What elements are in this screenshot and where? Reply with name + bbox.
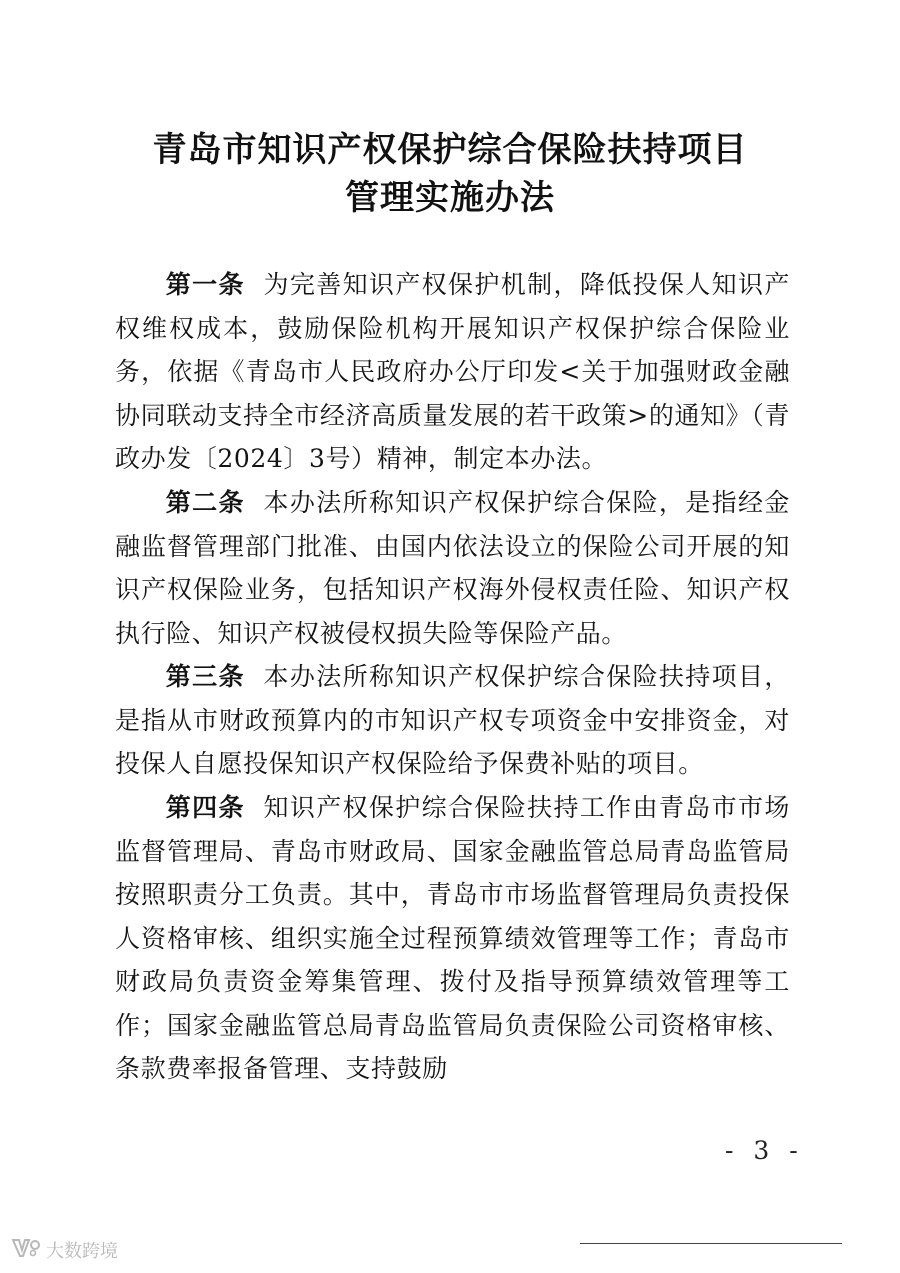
article-4-label: 第四条 bbox=[165, 793, 245, 822]
article-2 bbox=[115, 481, 790, 655]
article-3-text: 本办法所称知识产权保护综合保险扶持项目，是指从市财政预算内的市知识产权专项资金中安排资金，对投保人自愿投保知识产权保险给予保费补贴的项目。 bbox=[115, 662, 790, 778]
watermark bbox=[10, 1236, 118, 1264]
article-3-label: 第三条 bbox=[165, 662, 245, 691]
document-title-line1: 青岛市知识产权保护综合保险扶持项目 bbox=[152, 130, 748, 170]
article-1-label: 第一条 bbox=[165, 270, 245, 299]
article-4-text: 知识产权保护综合保险扶持工作由青岛市市场监督管理局、青岛市财政局、国家金融监管总局青岛监管局按照职责分工负责。其中，青岛市市场监督管理局负责投保人资格审核、组织实施全过程预算绩效管理等工作；青岛市财政局负责资金筹集管理、拨付及指导预算绩效管理等工作；国家金融监管总局青岛监管局负责保险公司资格审核、条款费率报备管理、支持鼓励 bbox=[115, 793, 790, 1083]
watermark-text: 大数跨境 bbox=[46, 1241, 118, 1262]
footer-rule bbox=[580, 1243, 842, 1244]
document-title-line2: 管理实施办法 bbox=[345, 178, 555, 218]
article-1-text: 为完善知识产权保护机制，降低投保人知识产权维权成本，鼓励保险机构开展知识产权保护综合保险业务，依据《青岛市人民政府办公厅印发<关于加强财政金融协同联动支持全市经济高质量发展的若干政策>的通知》（青政办发〔2024〕3号）精神，制定本办法。 bbox=[115, 270, 790, 473]
article-3 bbox=[115, 655, 790, 786]
page-number: - 3 - bbox=[725, 1136, 804, 1165]
article-1 bbox=[115, 263, 790, 481]
brand-logo-icon bbox=[10, 1236, 42, 1265]
article-2-text: 本办法所称知识产权保护综合保险，是指经金融监督管理部门批准、由国内依法设立的保险公司开展的知识产权保险业务，包括知识产权海外侵权责任险、知识产权执行险、知识产权被侵权损失险等保险产品。 bbox=[115, 488, 790, 648]
article-4 bbox=[115, 786, 790, 1091]
article-2-label: 第二条 bbox=[165, 488, 245, 517]
